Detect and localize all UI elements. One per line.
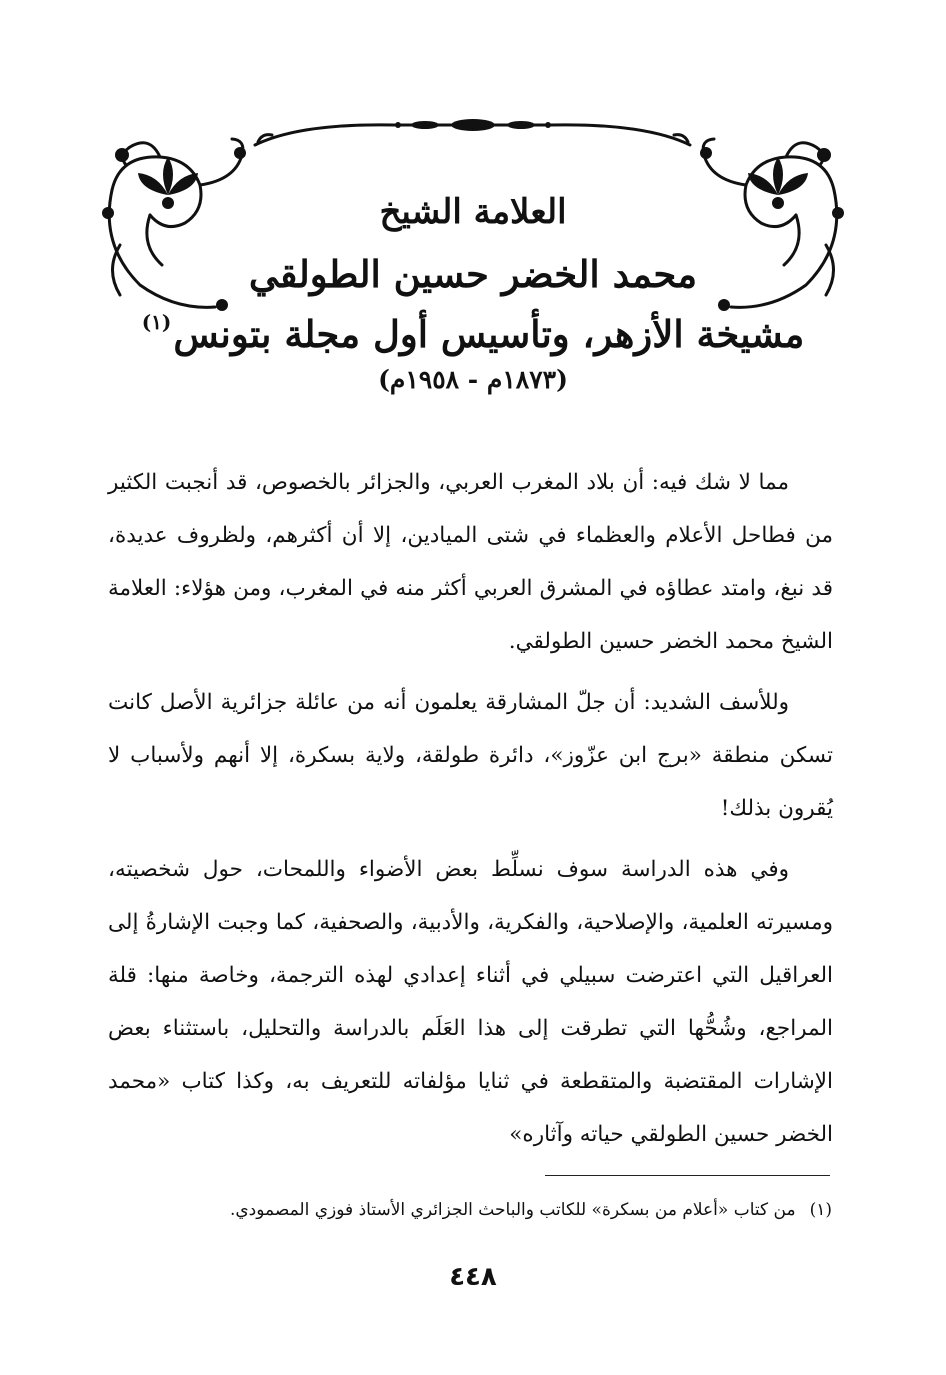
footnote (80, 1196, 832, 1224)
page-number: ٤٤٨ (449, 1262, 497, 1292)
paragraph-2: وللأسف الشديد: أن جلّ المشارقة يعلمون أنه من عائلة جزائرية الأصل كانت تسكن منطقة «برج ابن عزّوز»، دائرة طولقة، ولاية بسكرة، إلا أنهم ولأسباب لا يُقرون بذلك! (108, 690, 833, 821)
paragraph-3: وفي هذه الدراسة سوف نسلِّط بعض الأضواء واللمحات، حول شخصيته، ومسيرته العلمية، والإصلاحية، والفكرية، والأدبية، والصحفية، كما وجبت الإشارةُ إلى العراقيل التي اعترضت سبيلي في أثناء إعدادي لهذه الترجمة، وخاصة منها: قلة المراجع، وشُحُّها التي تطرقت إلى هذا العَلَم بالدراسة والتحليل، باستثناء بعض الإشارات المقتضبة والمتقطعة في ثنايا مؤلفاته للتعريف به، وكذا كتاب «محمد الخضر حسين الطولقي حياته وآثاره» (108, 857, 833, 1147)
footnote-text: من كتاب «أعلام من بسكرة» للكاتب والباحث الجزائري الأستاذ فوزي المصمودي. (229, 1200, 796, 1220)
title-dates: (١٨٧٣م - ١٩٥٨م) (378, 365, 568, 394)
paragraph-1: مما لا شك فيه: أن بلاد المغرب العربي، والجزائر بالخصوص، قد أنجبت الكثير من فطاحل الأعلام والعظماء في شتى الميادين، إلا أن أكثرهم، ولظروف عديدة، قد نبغ، وامتد عطاؤه في المشرق العربي أكثر منه في المغرب، ومن هؤلاء: العلامة الشيخ محمد الخضر حسين الطولقي. (108, 470, 833, 654)
footnote-reference: (١) (141, 310, 172, 334)
body-text (108, 456, 833, 1169)
footnote-number: (١) (809, 1200, 832, 1220)
title-line-3 (0, 310, 946, 356)
title-line-2: محمد الخضر حسين الطولقي (248, 252, 698, 296)
footnote-separator (545, 1175, 830, 1176)
title-line-3-text: مشيخة الأزهر، وتأسيس أول مجلة بتونس (173, 312, 805, 356)
title-line-1: العلامة الشيخ (379, 192, 567, 232)
